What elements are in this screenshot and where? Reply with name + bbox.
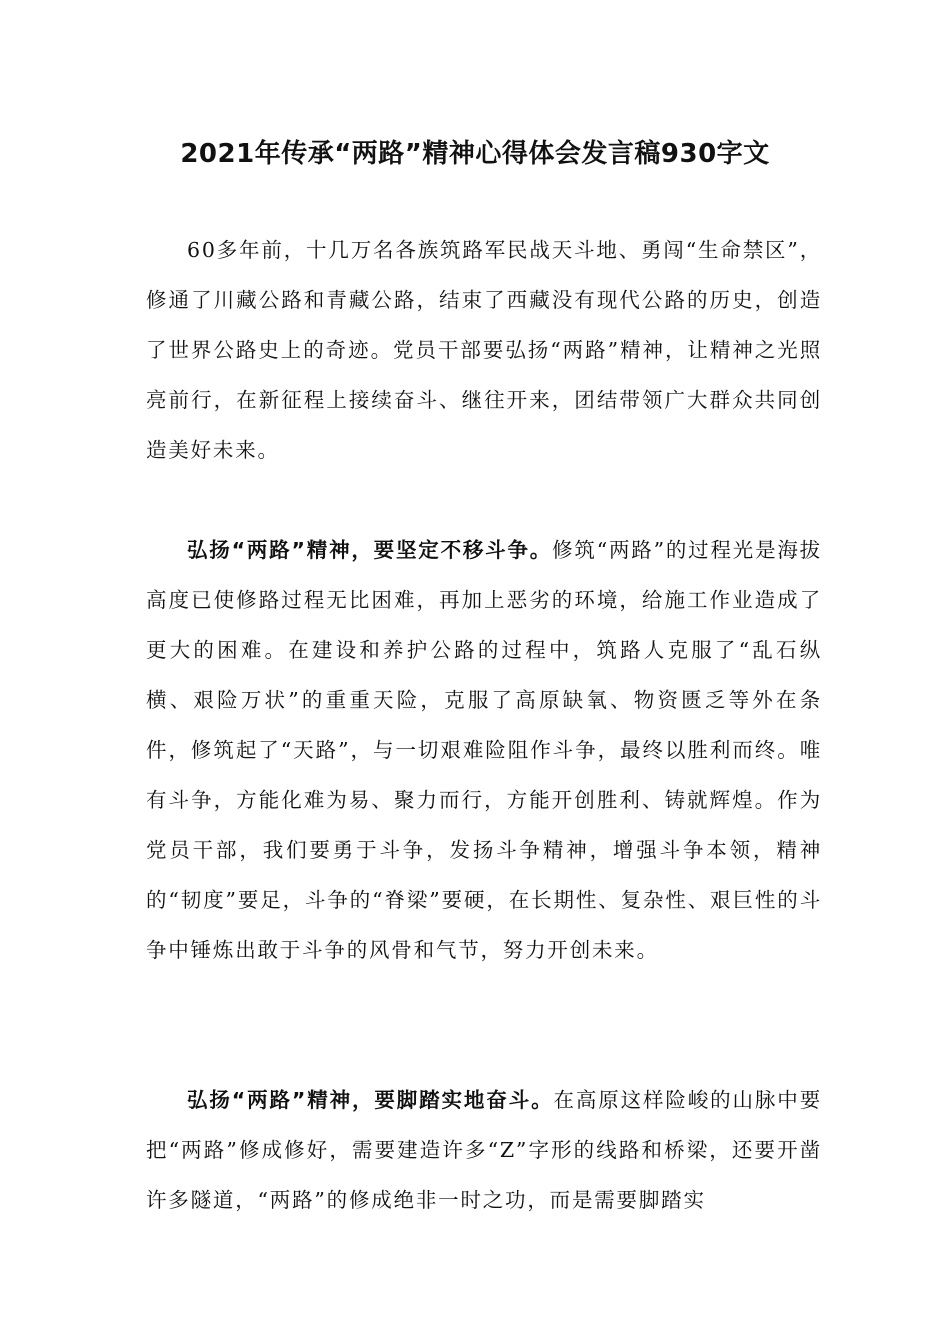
paragraph-intro-body: 60多年前，十几万名各族筑路军民战天斗地、勇闯“生命禁区”，修通了川藏公路和青藏公路，结束了西藏没有现代公路的历史，创造了世界公路史上的奇迹。党员干部要弘扬“两路”精神，让精神之光照亮前行，在新征程上接续奋斗、继往开来，团结带领广大群众共同创造美好未来。 [146,238,822,462]
paragraph-down-to-earth-body: 在高原这样险峻的山脉中要把“两路”修成修好，需要建造许多“Z”字形的线路和桥梁，还要开凿许多隧道，“两路”的修成绝非一时之功，而是需要脚踏实 [146,1088,822,1212]
document-title: 2021年传承“两路”精神心得体会发言稿930字文 [180,139,770,169]
paragraph-down-to-earth [146,1075,822,1225]
paragraph-down-to-earth-lead: 弘扬“两路”精神，要脚踏实地奋斗。 [187,1088,554,1112]
paragraph-struggle-lead: 弘扬“两路”精神，要坚定不移斗争。 [187,538,553,562]
paragraph-struggle [146,525,822,975]
paragraph-intro [146,225,822,475]
paragraph-struggle-body: 修筑“两路”的过程光是海拔高度已使修路过程无比困难，再加上恶劣的环境，给施工作业造成了更大的困难。在建设和养护公路的过程中，筑路人克服了“乱石纵横、艰险万状”的重重天险，克服了高原缺氧、物资匮乏等外在条件，修筑起了“天路”，与一切艰难险阻作斗争，最终以胜利而终。唯有斗争，方能化难为易、聚力而行，方能开创胜利、铸就辉煌。作为党员干部，我们要勇于斗争，发扬斗争精神，增强斗争本领，精神的“韧度”要足，斗争的“脊梁”要硬，在长期性、复杂性、艰巨性的斗争中锤炼出敢于斗争的风骨和气节，努力开创未来。 [146,538,822,962]
